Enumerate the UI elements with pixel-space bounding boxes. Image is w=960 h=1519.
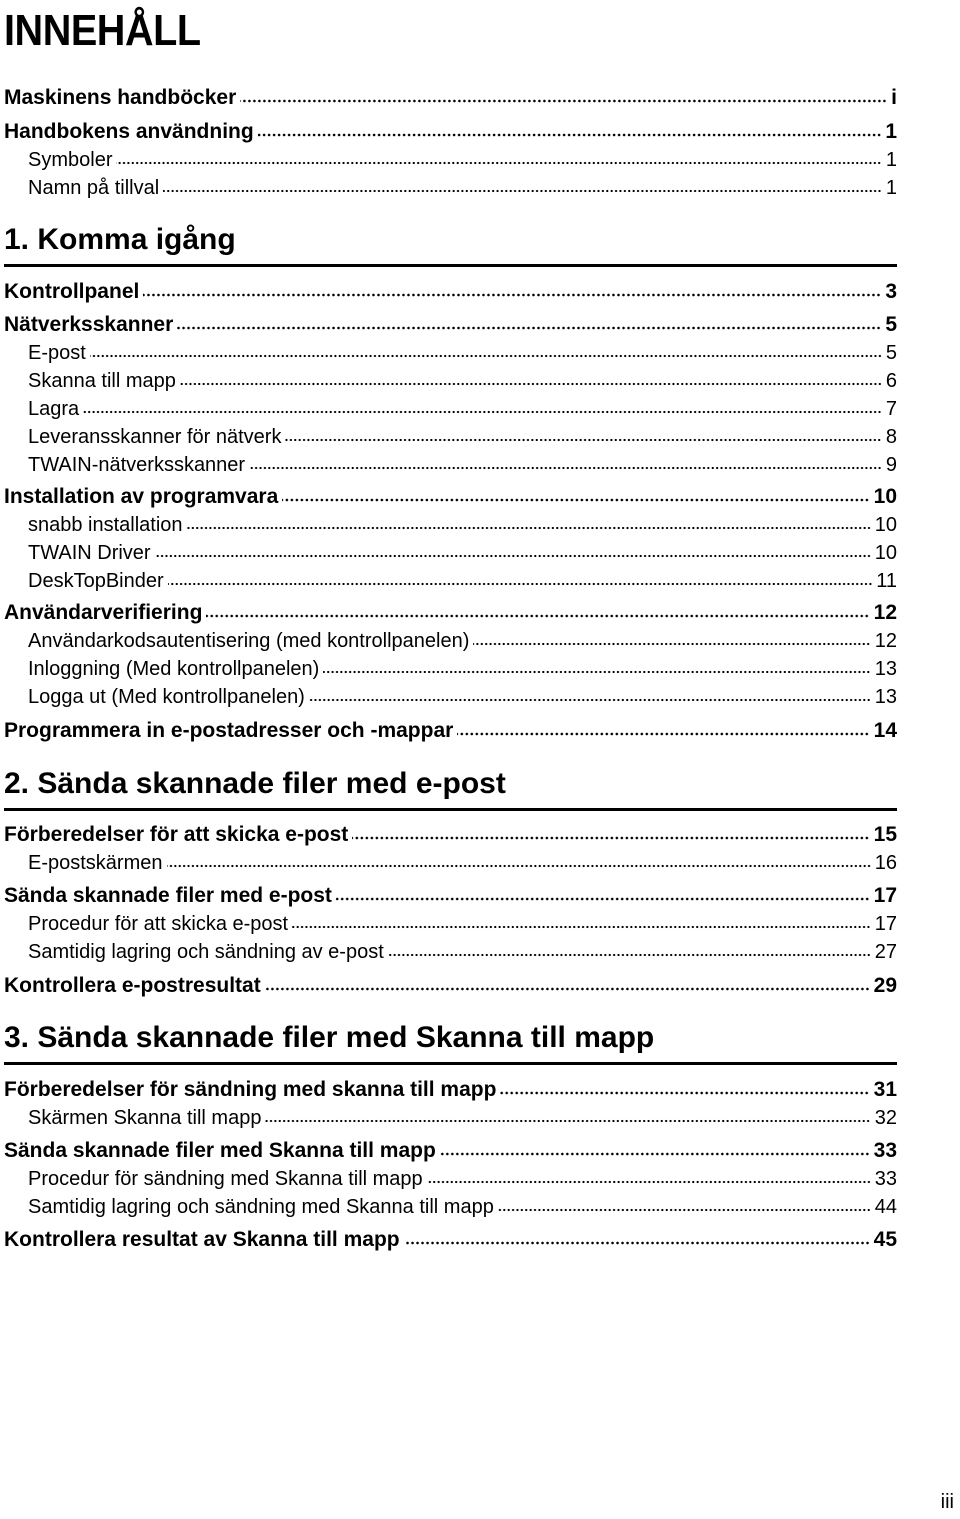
toc-entry-page: 33 (874, 1168, 897, 1190)
toc-entry-title: Förberedelser för att skicka e-post (4, 823, 349, 846)
toc-entry-page: i (891, 86, 897, 109)
toc-entry-title: DeskTopBinder (28, 570, 164, 592)
toc-entry-page: 29 (873, 974, 897, 997)
dot-leader (163, 188, 882, 194)
dot-leader (265, 1118, 870, 1124)
chapter-heading: 2. Sända skannade filer med e-post (4, 767, 506, 800)
dot-leader (473, 641, 870, 647)
dot-leader (168, 581, 873, 587)
toc-section-entry[interactable] (4, 970, 897, 998)
dot-leader (258, 132, 882, 138)
toc-section-entry[interactable] (4, 276, 897, 304)
dot-leader (155, 553, 871, 559)
toc-section-entry[interactable] (4, 1224, 897, 1252)
toc-subsection-entry[interactable] (28, 337, 897, 365)
toc-section-entry[interactable] (4, 819, 897, 847)
toc-subsection-entry[interactable] (28, 144, 897, 172)
dot-leader (388, 952, 871, 958)
toc-entry-page: 45 (873, 1228, 897, 1251)
chapter-rule (4, 264, 897, 267)
toc-subsection-entry[interactable] (28, 565, 897, 593)
dot-leader (90, 353, 882, 359)
dot-leader (440, 1151, 870, 1157)
toc-entry-title: Symboler (28, 149, 113, 171)
toc-section-entry[interactable] (4, 116, 897, 144)
toc-entry-title: Förberedelser för sändning med skanna till mapp (4, 1078, 497, 1101)
toc-entry-title: Samtidig lagring och sändning av e-post (28, 941, 384, 963)
toc-section-entry[interactable] (4, 481, 897, 509)
chapter-rule (4, 808, 897, 811)
toc-entry-title: Maskinens handböcker (4, 86, 237, 109)
dot-leader (336, 896, 870, 902)
toc-section-entry[interactable] (4, 715, 897, 743)
chapter-heading: 1. Komma igång (4, 223, 236, 256)
toc-entry-page: 1 (885, 149, 897, 171)
toc-subsection-entry[interactable] (28, 1191, 897, 1219)
toc-entry-title: Kontrollera resultat av Skanna till mapp (4, 1228, 400, 1251)
dot-leader (323, 669, 870, 675)
toc-subsection-entry[interactable] (28, 681, 897, 709)
toc-entry-page: 7 (885, 398, 897, 420)
dot-leader (309, 697, 871, 703)
toc-entry-title: Logga ut (Med kontrollpanelen) (28, 686, 305, 708)
dot-leader (177, 325, 881, 331)
toc-entry-page: 5 (885, 313, 897, 336)
toc-subsection-entry[interactable] (28, 393, 897, 421)
dot-leader (116, 160, 881, 166)
toc-entry-title: TWAIN Driver (28, 542, 151, 564)
toc-subsection-entry[interactable] (28, 421, 897, 449)
toc-entry-title: Användarverifiering (4, 601, 203, 624)
toc-entry-title: Nätverksskanner (4, 313, 174, 336)
dot-leader (457, 731, 869, 737)
toc-entry-title: Handbokens användning (4, 120, 254, 143)
toc-subsection-entry[interactable] (28, 449, 897, 477)
toc-entry-title: Installation av programvara (4, 485, 279, 508)
toc-entry-page: 33 (873, 1139, 897, 1162)
toc-subsection-entry[interactable] (28, 653, 897, 681)
toc-entry-page: 10 (874, 514, 897, 536)
dot-leader (427, 1179, 871, 1185)
toc-entry-page: 12 (874, 630, 897, 652)
toc-entry-page: 5 (885, 342, 897, 364)
toc-entry-page: 11 (876, 570, 897, 592)
toc-entry-page: 13 (874, 658, 897, 680)
dot-leader (180, 381, 882, 387)
toc-section-entry[interactable] (4, 1074, 897, 1102)
toc-entry-page: 17 (873, 884, 897, 907)
toc-entry-page: 1 (885, 120, 897, 143)
toc-entry-page: 31 (873, 1078, 897, 1101)
dot-leader (500, 1090, 869, 1096)
dot-leader (187, 525, 871, 531)
toc-subsection-entry[interactable] (28, 936, 897, 964)
page-number: iii (940, 1491, 954, 1513)
toc-subsection-entry[interactable] (28, 847, 897, 875)
toc-entry-title: Procedur för att skicka e-post (28, 913, 289, 935)
toc-entry-title: Kontrollpanel (4, 280, 140, 303)
toc-entry-title: Skanna till mapp (28, 370, 176, 392)
toc-section-entry[interactable] (4, 1135, 897, 1163)
toc-entry-page: 15 (873, 823, 897, 846)
toc-entry-page: 3 (885, 280, 897, 303)
dot-leader (404, 1240, 870, 1246)
dot-leader (249, 465, 882, 471)
toc-subsection-entry[interactable] (28, 509, 897, 537)
dot-leader (83, 409, 882, 415)
toc-entry-title: E-postskärmen (28, 852, 163, 874)
toc-entry-page: 32 (874, 1107, 897, 1129)
toc-section-entry[interactable] (4, 309, 897, 337)
dot-leader (285, 437, 881, 443)
toc-entry-page: 44 (874, 1196, 897, 1218)
toc-entry-title: Procedur för sändning med Skanna till mapp (28, 1168, 423, 1190)
toc-entry-title: E-post (28, 342, 86, 364)
toc-entry-title: Användarkodsautentisering (med kontrollpanelen) (28, 630, 470, 652)
page-title: INNEHÅLL (4, 6, 201, 55)
toc-entry-page: 10 (874, 542, 897, 564)
toc-subsection-entry[interactable] (28, 908, 897, 936)
toc-entry-page: 8 (885, 426, 897, 448)
toc-subsection-entry[interactable] (28, 1102, 897, 1130)
dot-leader (292, 924, 871, 930)
dot-leader (265, 986, 870, 992)
chapter-rule (4, 1062, 897, 1065)
toc-entry-title: Sända skannade filer med e-post (4, 884, 332, 907)
dot-leader (282, 497, 869, 503)
toc-section-entry[interactable] (4, 82, 897, 110)
chapter-heading: 3. Sända skannade filer med Skanna till mapp (4, 1021, 655, 1054)
dot-leader (498, 1207, 871, 1213)
toc-subsection-entry[interactable] (28, 625, 897, 653)
toc-entry-title: Inloggning (Med kontrollpanelen) (28, 658, 320, 680)
toc-entry-title: Samtidig lagring och sändning med Skanna till mapp (28, 1196, 494, 1218)
toc-entry-title: Lagra (28, 398, 80, 420)
dot-leader (143, 292, 881, 298)
toc-entry-title: Leveransskanner för nätverk (28, 426, 282, 448)
toc-entry-page: 9 (885, 454, 897, 476)
toc-entry-title: Sända skannade filer med Skanna till mapp (4, 1139, 436, 1162)
toc-entry-page: 10 (873, 485, 897, 508)
dot-leader (167, 863, 871, 869)
toc-entry-page: 16 (874, 852, 897, 874)
toc-subsection-entry[interactable] (28, 172, 897, 200)
toc-entry-page: 27 (874, 941, 897, 963)
toc-entry-page: 13 (874, 686, 897, 708)
dot-leader (206, 613, 869, 619)
toc-section-entry[interactable] (4, 880, 897, 908)
toc-entry-page: 12 (873, 601, 897, 624)
toc-section-entry[interactable] (4, 597, 897, 625)
toc-entry-title: Programmera in e-postadresser och -mappar (4, 719, 454, 742)
toc-entry-title: snabb installation (28, 514, 183, 536)
dot-leader (240, 98, 887, 104)
toc-entry-page: 1 (885, 177, 897, 199)
toc-entry-title: Kontrollera e-postresultat (4, 974, 261, 997)
toc-entry-title: Skärmen Skanna till mapp (28, 1107, 262, 1129)
toc-entry-page: 14 (873, 719, 897, 742)
toc-entry-title: TWAIN-nätverksskanner (28, 454, 246, 476)
dot-leader (352, 835, 869, 841)
toc-subsection-entry[interactable] (28, 365, 897, 393)
toc-entry-page: 6 (885, 370, 897, 392)
toc-entry-title: Namn på tillval (28, 177, 160, 199)
toc-subsection-entry[interactable] (28, 537, 897, 565)
toc-subsection-entry[interactable] (28, 1163, 897, 1191)
toc-entry-page: 17 (874, 913, 897, 935)
